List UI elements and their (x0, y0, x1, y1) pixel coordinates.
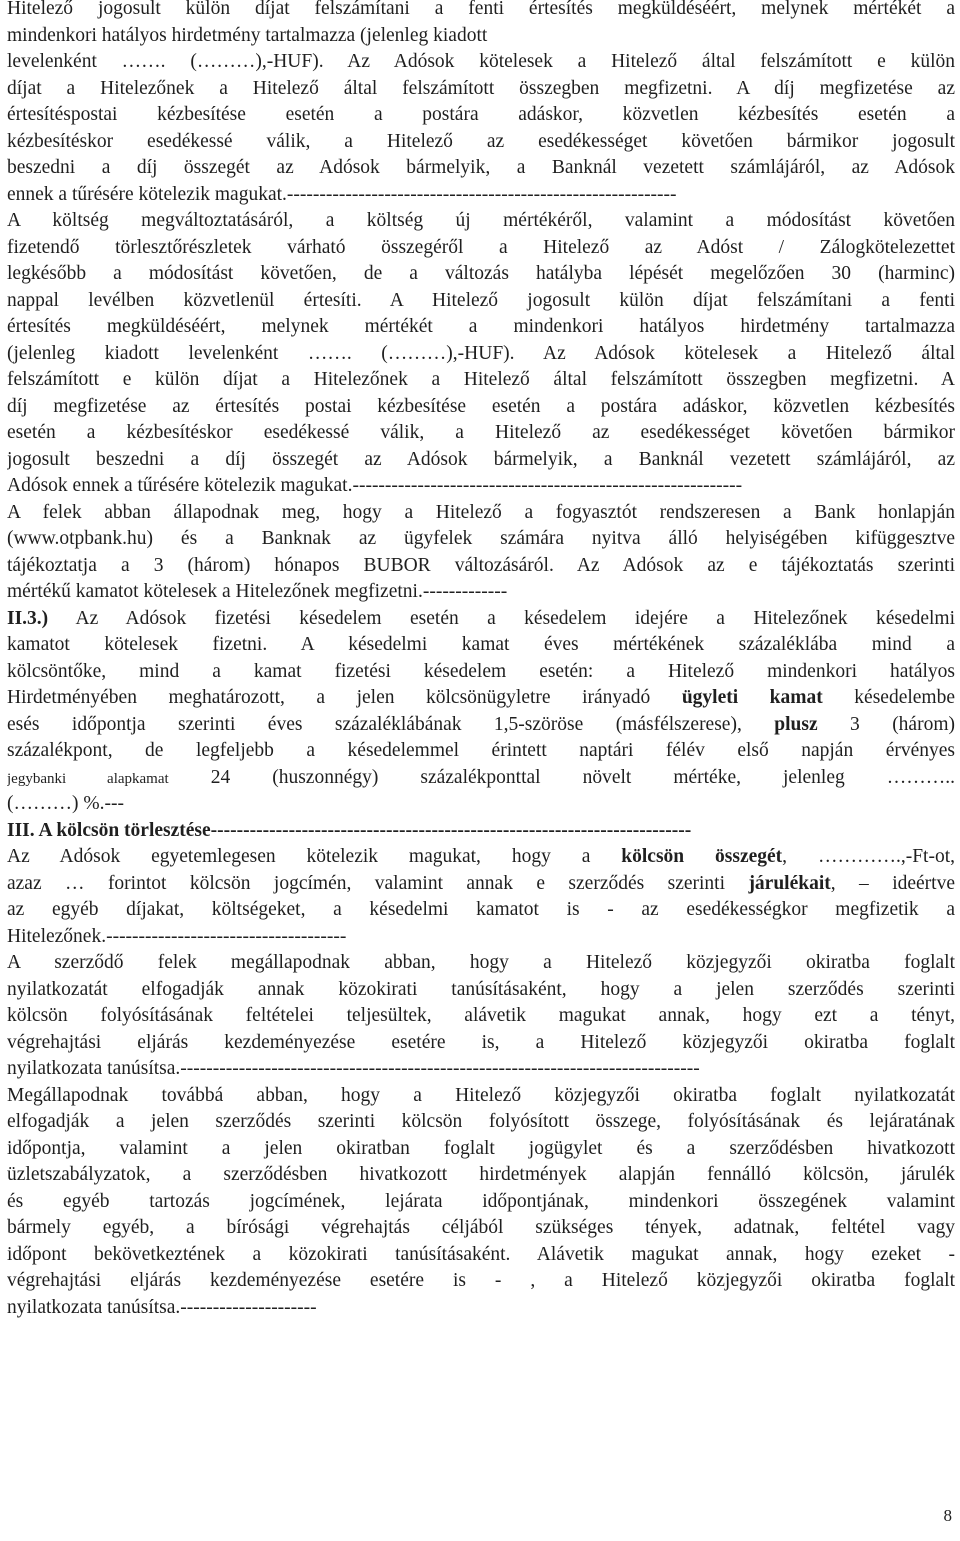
text-line (7, 1189, 955, 1216)
text-run: jegybanki alapkamat (7, 770, 169, 787)
text-line (7, 818, 955, 845)
text-line (7, 765, 955, 792)
text-line (7, 1242, 955, 1269)
text-line (7, 155, 955, 182)
text-line (7, 447, 955, 474)
text-line (7, 1109, 955, 1136)
text-run: (www.otpbank.hu) és a Banknak az ügyfelek számára nyitva álló helyiségében kifüggesztve (7, 528, 955, 549)
bold-text: kölcsön összegét (621, 846, 783, 867)
text-line (7, 844, 955, 871)
text-run: ennek a tűrésére kötelezik magukat.------------------------------------------------------------ (7, 183, 677, 205)
text-line (7, 606, 955, 633)
text-line (7, 632, 955, 659)
text-line (7, 500, 955, 527)
bold-text: járulékait (748, 872, 831, 894)
text-run: értesítéspostai kézbesítése esetén a postára adáskor, közvetlen kézbesítés esetén a (7, 104, 955, 125)
text-run: (jelenleg kiadott levelenként ……. (………),-HUF). Az Adósok kötelesek a Hitelező által (7, 342, 955, 364)
text-run: levelenként ……. (………),-HUF). Az Adósok kötelesek a Hitelező által felszámított e külön (7, 51, 955, 72)
text-line (7, 791, 955, 818)
text-run: 24 (huszonnégy) százalékponttal növelt mértéke, jelenleg ……….. (168, 766, 955, 788)
text-line (7, 76, 955, 103)
text-run: és egyéb tartozás jogcímének, lejárata időpontjának, mindenkori összegének valamint (7, 1190, 955, 1212)
text-line (7, 950, 955, 977)
text-run: nappal levélben közvetlenül értesíti. A Hitelező jogosult külön díjat felszámítani a fenti (7, 289, 955, 311)
text-run: értesítés megküldéséért, melynek mértékét a mindenkori hatályos hirdetmény tartalmazza (7, 316, 955, 337)
bold-text: II.3.) (7, 607, 49, 629)
text-run: késedelembe (822, 687, 955, 708)
text-run: tájékoztatja a 3 (három) hónapos BUBOR változásáról. Az Adósok az e tájékoztatás szerinti (7, 554, 955, 576)
text-line (7, 1030, 955, 1057)
text-run: kamatot kötelesek fizetni. A késedelmi kamat éves mértékének százaléklába mind a (7, 634, 955, 655)
text-run: időpont bekövetkeztének a közokirati tanúsításaként. Alávetik magukat annak, hogy ezeket - (7, 1243, 955, 1265)
text-line (7, 871, 955, 898)
text-run: díjat a Hitelezőnek a Hitelező által felszámított összegben megfizetni. A díj megfizetése az (7, 77, 955, 99)
text-run: végrehajtási eljárás kezdeményezése esetére is, a Hitelező közjegyzői okiratba foglalt (7, 1031, 955, 1053)
text-run: Az Adósok egyetemlegesen kötelezik magukat, hogy a (7, 846, 622, 867)
text-run: Az Adósok fizetési késedelem esetén a késedelem idejére a Hitelezőnek késedelmi (48, 607, 955, 629)
text-run: beszedni a díj összegét az Adósok bármelyik, a Banknál vezetett számlájáról, az Adósok (7, 157, 955, 178)
text-line (7, 712, 955, 739)
text-run: százalékpont, de legfeljebb a késedelemmel érintett naptári félév első napján érvényes (7, 740, 955, 761)
text-run: Hitelezőnek.------------------------------------- (7, 925, 347, 947)
text-run: díj megfizetése az értesítés postai kézbesítése esetén a postára adáskor, közvetlen kézbesítés (7, 395, 955, 417)
text-line (7, 1136, 955, 1163)
text-line (7, 394, 955, 421)
text-line (7, 1162, 955, 1189)
text-line (7, 129, 955, 156)
text-run: esetén a kézbesítéskor esedékessé válik, a Hitelező az esedékességet követően bármikor (7, 422, 955, 443)
text-line (7, 977, 955, 1004)
text-run: A felek abban állapodnak meg, hogy a Hitelező a fogyasztót rendszeresen a Bank honlapján (7, 501, 955, 523)
text-line (7, 924, 955, 951)
page-number: 8 (943, 1506, 952, 1525)
text-run: kölcsöntőke, mind a kamat fizetési késedelem esetén: a Hitelező mindenkori hatályos (7, 660, 955, 682)
text-run: Adósok ennek a tűrésére kötelezik magukat.------------------------------------------------------------ (7, 475, 743, 496)
text-run: , ………….,-Ft-ot, (782, 846, 955, 867)
text-run: , – ideértve (830, 872, 955, 894)
text-run: bármely egyéb, a bírósági végrehajtás céljából szükséges tények, adatnak, feltétel vagy (7, 1217, 955, 1238)
text-line (7, 0, 955, 23)
text-line (7, 1056, 955, 1083)
text-run: üzletszabályzatok, a szerződésben hivatkozott hirdetmények alapján fennálló kölcsön, járulék (7, 1164, 955, 1185)
text-line (7, 314, 955, 341)
text-line (7, 102, 955, 129)
text-line (7, 1003, 955, 1030)
text-line (7, 367, 955, 394)
text-line (7, 1215, 955, 1242)
bold-text: plusz (774, 713, 818, 735)
text-line (7, 897, 955, 924)
text-line (7, 420, 955, 447)
text-line (7, 659, 955, 686)
text-run: elfogadják a jelen szerződés szerinti kölcsön folyósított összege, folyósításának és lejáratának (7, 1111, 955, 1132)
text-run: Hitelező jogosult külön díjat felszámítani a fenti értesítés megküldéséért, melynek mértékét a (7, 0, 955, 19)
text-line (7, 182, 955, 209)
text-run: mértékű kamatot kötelesek a Hitelezőnek megfizetni.------------- (7, 581, 508, 602)
text-line (7, 473, 955, 500)
text-run: A szerződő felek megállapodnak abban, hogy a Hitelező közjegyzői okiratba foglalt (7, 952, 955, 973)
text-run: esés időpontja szerinti éves százaléklábának 1,5-szöröse (másfélszerese), (7, 713, 775, 735)
document-body (7, 0, 955, 1321)
text-line (7, 49, 955, 76)
text-line (7, 208, 955, 235)
text-run: (………) %.--- (7, 793, 124, 814)
bold-text: ügyleti kamat (681, 687, 823, 708)
text-run: felszámított e külön díjat a Hitelezőnek a Hitelező által felszámított összegben megfizetni. A (7, 369, 955, 390)
text-run: fizetendő törlesztőrészletek várható összegéről a Hitelező az Adóst / Zálogkötelezettet (7, 236, 955, 258)
text-run: nyilatkozatát elfogadják annak közokirati tanúsításaként, hogy a jelen szerződés szerinti (7, 978, 955, 1000)
text-line (7, 738, 955, 765)
text-line (7, 526, 955, 553)
text-run: A költség megváltoztatásáról, a költség új mértékéről, valamint a módosítást követően (7, 210, 955, 231)
text-line (7, 553, 955, 580)
text-run: Megállapodnak továbbá abban, hogy a Hitelező közjegyzői okiratba foglalt nyilatkozatát (7, 1084, 955, 1106)
text-run: jogosult beszedni a díj összegét az Adósok bármelyik, a Banknál vezetett számlájáról, az (7, 448, 955, 470)
text-run: azaz … forintot kölcsön jogcímén, valamint annak e szerződés szerinti (7, 872, 749, 894)
text-run: kölcsön folyósításának feltételei teljesültek, alávetik magukat annak, hogy ezt a tényt, (7, 1005, 955, 1026)
text-run: mindenkori hatályos hirdetmény tartalmazza (jelenleg kiadott (7, 24, 488, 46)
text-run: az egyéb díjakat, költségeket, a késedelmi kamatot is - az esedékességkor megfizetik a (7, 899, 955, 920)
text-line (7, 1295, 955, 1322)
text-line (7, 579, 955, 606)
text-line (7, 235, 955, 262)
text-run: nyilatkozata tanúsítsa.-------------------------------------------------------------------------------- (7, 1058, 700, 1079)
text-run: időpontja, valamint a jelen okiratban foglalt jogügylet és a szerződésben hivatkozott (7, 1137, 955, 1159)
text-line (7, 1268, 955, 1295)
text-run: Hirdetményében meghatározott, a jelen kölcsönügyletre irányadó (7, 687, 682, 708)
text-line (7, 288, 955, 315)
text-run: kézbesítéskor esedékessé válik, a Hitelező az esedékességet követően bármikor jogosult (7, 130, 955, 152)
text-run: 3 (három) (817, 713, 955, 735)
text-line (7, 341, 955, 368)
text-run: legkésőbb a módosítást követően, de a változás hatályba lépését megelőzően 30 (harminc) (7, 263, 955, 284)
text-run: végrehajtási eljárás kezdeményezése esetére is - , a Hitelező közjegyzői okiratba foglalt (7, 1270, 955, 1291)
text-line (7, 261, 955, 288)
text-line (7, 1083, 955, 1110)
text-line (7, 685, 955, 712)
bold-text: III. A kölcsön törlesztése-------------------------------------------------------------------------- (7, 819, 692, 841)
text-run: nyilatkozata tanúsítsa.--------------------- (7, 1296, 317, 1318)
text-line (7, 23, 955, 50)
